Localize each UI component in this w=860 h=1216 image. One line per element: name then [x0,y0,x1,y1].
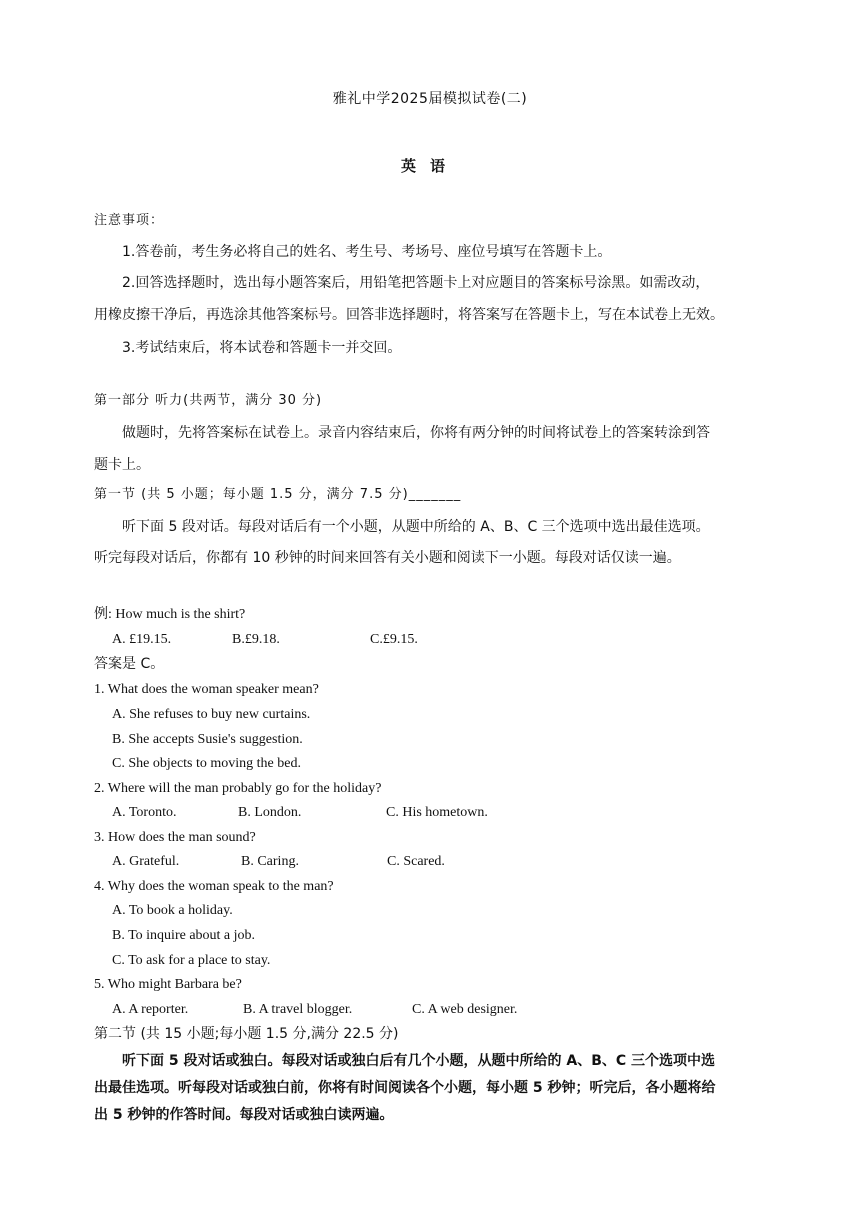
example-option-b: B.£9.18. [232,632,280,647]
question-2-stem: 2. Where will the man probably go for the holiday? [94,781,382,796]
part1-heading: 第一部分 听力(共两节，满分 30 分) [94,393,323,408]
section2-intro-line-3: 出 5 秒钟的作答时间。每段对话或独白读两遍。 [94,1107,394,1123]
notice-item-3: 3.考试结束后，将本试卷和答题卡一并交回。 [122,340,402,356]
notice-heading: 注意事项： [94,213,165,228]
question-3-stem: 3. How does the man sound? [94,830,256,845]
exam-title: 雅礼中学2025届模拟试卷(二) [332,91,528,107]
question-4-stem: 4. Why does the woman speak to the man? [94,879,334,894]
notice-item-2-line-2: 用橡皮擦干净后，再选涂其他答案标号。回答非选择题时，将答案写在答题卡上，写在本试卷上无效。 [94,307,724,323]
section2-heading: 第二节 (共 15 小题;每小题 1.5 分,满分 22.5 分) [94,1026,399,1042]
question-1-option-a: A. She refuses to buy new curtains. [112,707,311,722]
question-5-option-b: B. A travel blogger. [243,1002,353,1017]
part1-intro-line-1: 做题时，先将答案标在试卷上。录音内容结束后，你将有两分钟的时间将试卷上的答案转涂到答 [122,425,710,441]
question-4-option-c: C. To ask for a place to stay. [112,953,271,968]
section2-intro-line-2: 出最佳选项。听每段对话或独白前，你将有时间阅读各个小题，每小题 5 秒钟；听完后，各小题将给 [94,1080,716,1096]
question-5-stem: 5. Who might Barbara be? [94,977,242,992]
question-5-option-a: A. A reporter. [112,1002,189,1017]
part1-intro-line-2: 题卡上。 [94,457,150,473]
notice-item-1: 1.答卷前，考生务必将自己的姓名、考生号、考场号、座位号填写在答题卡上。 [122,244,612,260]
question-1-option-c: C. She objects to moving the bed. [112,756,301,771]
question-4-option-b: B. To inquire about a job. [112,928,256,943]
question-2-option-a: A. Toronto. [112,805,177,820]
question-3-option-b: B. Caring. [241,854,299,869]
question-1-option-b: B. She accepts Susie's suggestion. [112,732,303,747]
question-3-option-a: A. Grateful. [112,854,180,869]
example-answer: 答案是 C。 [94,656,165,672]
example-question: 例: How much is the shirt? [94,607,246,622]
section1-heading: 第一节 (共 5 小题；每小题 1.5 分，满分 7.5 分)_______ [94,487,462,502]
question-2-option-b: B. London. [238,805,302,820]
example-option-a: A. £19.15. [112,632,172,647]
section1-intro-line-1: 听下面 5 段对话。每段对话后有一个小题，从题中所给的 A、B、C 三个选项中选出最佳选项。 [122,519,710,535]
question-4-option-a: A. To book a holiday. [112,903,233,918]
section1-intro-line-2: 听完每段对话后，你都有 10 秒钟的时间来回答有关小题和阅读下一小题。每段对话仅读一遍。 [94,550,681,566]
question-2-option-c: C. His hometown. [386,805,488,820]
question-5-option-c: C. A web designer. [412,1002,518,1017]
subject-title: 英语 [400,157,459,175]
question-1-stem: 1. What does the woman speaker mean? [94,682,319,697]
section2-intro-line-1: 听下面 5 段对话或独白。每段对话或独白后有几个小题，从题中所给的 A、B、C 三个选项中选 [122,1053,716,1069]
notice-item-2-line-1: 2.回答选择题时，选出每小题答案后，用铅笔把答题卡上对应题目的答案标号涂黑。如需改动， [122,275,710,291]
example-option-c: C.£9.15. [370,632,418,647]
question-3-option-c: C. Scared. [387,854,445,869]
